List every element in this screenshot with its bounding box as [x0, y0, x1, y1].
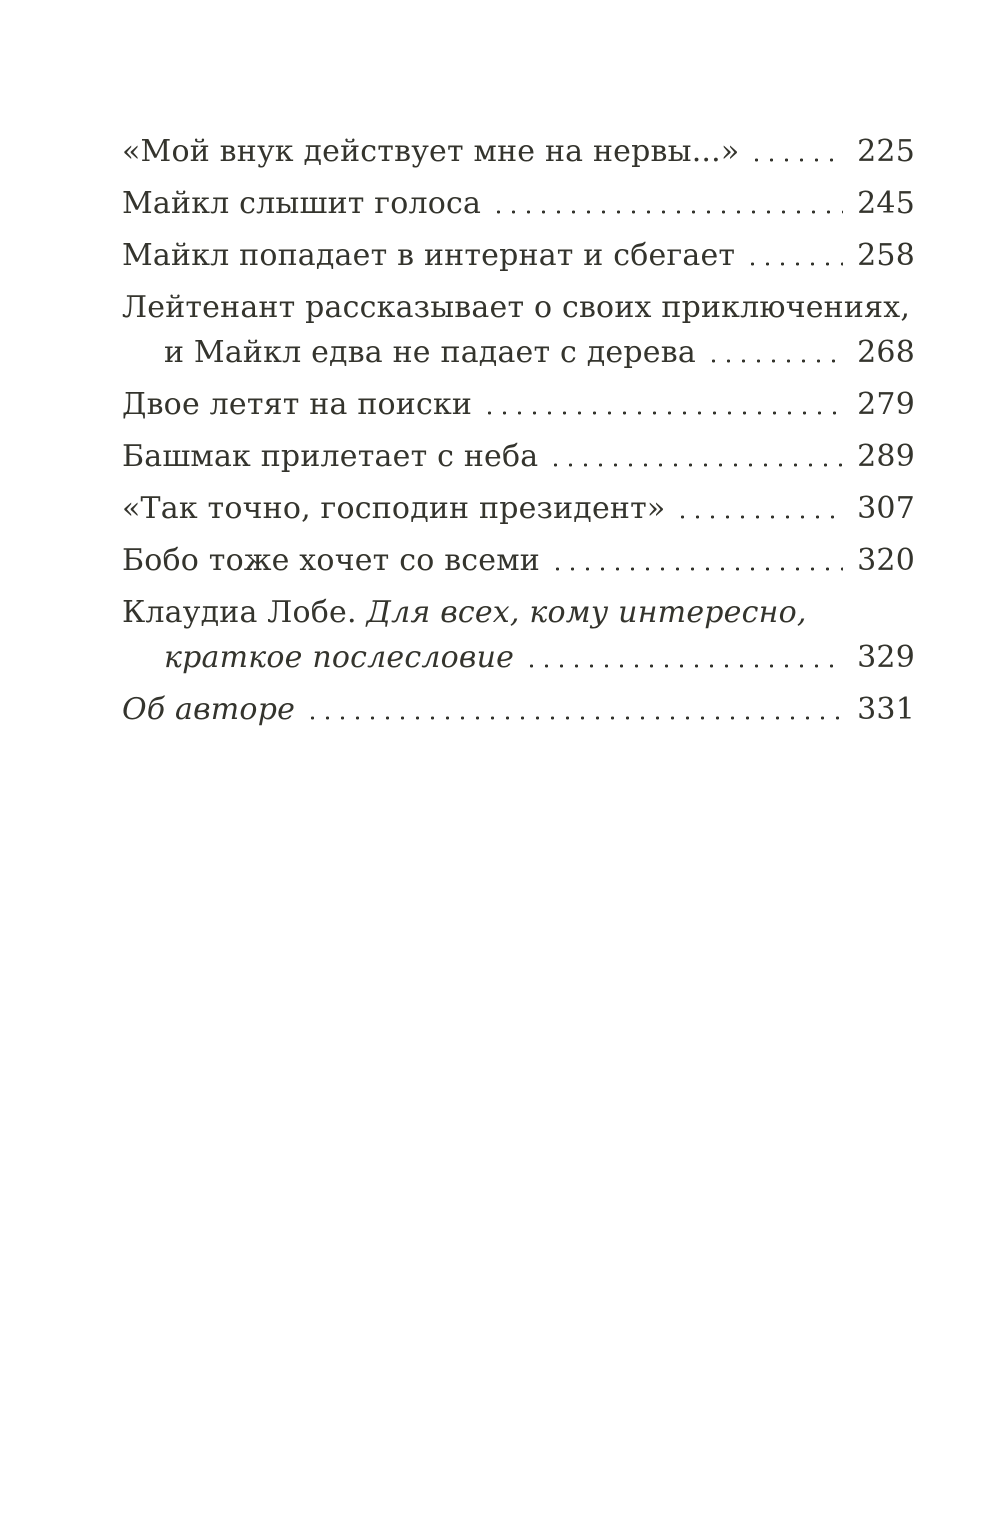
toc-page-number: 268 — [857, 335, 915, 370]
toc-entry-line — [122, 382, 915, 427]
toc-entry-line — [122, 590, 915, 635]
toc-entry-title — [122, 233, 735, 278]
dot-leader — [303, 687, 843, 732]
toc-entry-line — [122, 434, 915, 479]
toc-page-number: 258 — [857, 238, 915, 273]
toc-entry-title — [164, 330, 696, 375]
toc-page-number: 320 — [857, 543, 915, 578]
toc-title-segment: Лейтенант рассказывает о своих приключениях, — [122, 290, 911, 325]
toc-title-italic-segment: Об авторе — [122, 692, 296, 727]
toc-entry-line — [122, 285, 915, 330]
toc-page-number: 331 — [857, 692, 915, 727]
toc-page-number: 289 — [857, 439, 915, 474]
toc-entry-title — [122, 181, 481, 226]
toc-title-segment: Башмак прилетает с неба — [122, 439, 539, 474]
toc-entry-line — [122, 181, 915, 226]
toc-entry-title — [164, 635, 514, 680]
toc-title-segment: «Мой внук действует мне на нервы...» — [122, 134, 740, 169]
toc-title-segment: Майкл слышит голоса — [122, 186, 482, 221]
toc-entry-line — [122, 330, 915, 375]
toc-entry-title — [122, 590, 807, 635]
toc-entry-line — [122, 486, 915, 531]
toc-title-segment: Двое летят на поиски — [122, 387, 473, 422]
dot-leader — [704, 330, 843, 375]
toc-entry-line — [122, 538, 915, 583]
toc-title-segment: Майкл попадает в интернат и сбегает — [122, 238, 736, 273]
toc-entry-title — [122, 129, 739, 174]
dot-leader — [548, 538, 843, 583]
dot-leader — [743, 233, 843, 278]
toc-entry-title — [122, 538, 540, 583]
toc-entry-title — [122, 486, 665, 531]
toc-entry-line — [122, 129, 915, 174]
dot-leader — [747, 129, 843, 174]
toc-page-number: 245 — [857, 186, 915, 221]
dot-leader — [673, 486, 843, 531]
dot-leader — [522, 635, 843, 680]
toc-entry-line — [122, 233, 915, 278]
toc — [122, 129, 915, 732]
toc-title-segment: и Майкл едва не падает с дерева — [164, 335, 696, 370]
toc-page-number: 225 — [857, 134, 915, 169]
toc-entry-line — [122, 635, 915, 680]
toc-page-number: 307 — [857, 491, 915, 526]
toc-title-segment: «Так точно, господин президент» — [122, 491, 666, 526]
dot-leader — [489, 181, 843, 226]
toc-entry-title — [122, 687, 295, 732]
toc-entry-title — [122, 382, 472, 427]
toc-entry-title — [122, 434, 538, 479]
toc-title-segment: Бобо тоже хочет со всеми — [122, 543, 540, 578]
toc-page-number: 329 — [857, 640, 915, 675]
toc-entry-title — [122, 285, 910, 330]
toc-page-number: 279 — [857, 387, 915, 422]
dot-leader — [546, 434, 843, 479]
toc-entry-line — [122, 687, 915, 732]
toc-title-segment: Клаудиа Лобе. — [122, 595, 367, 630]
toc-title-italic-segment: краткое послесловие — [164, 640, 515, 675]
dot-leader — [480, 382, 843, 427]
toc-list — [122, 129, 915, 732]
toc-title-italic-segment: Для всех, кому интересно, — [366, 595, 807, 630]
